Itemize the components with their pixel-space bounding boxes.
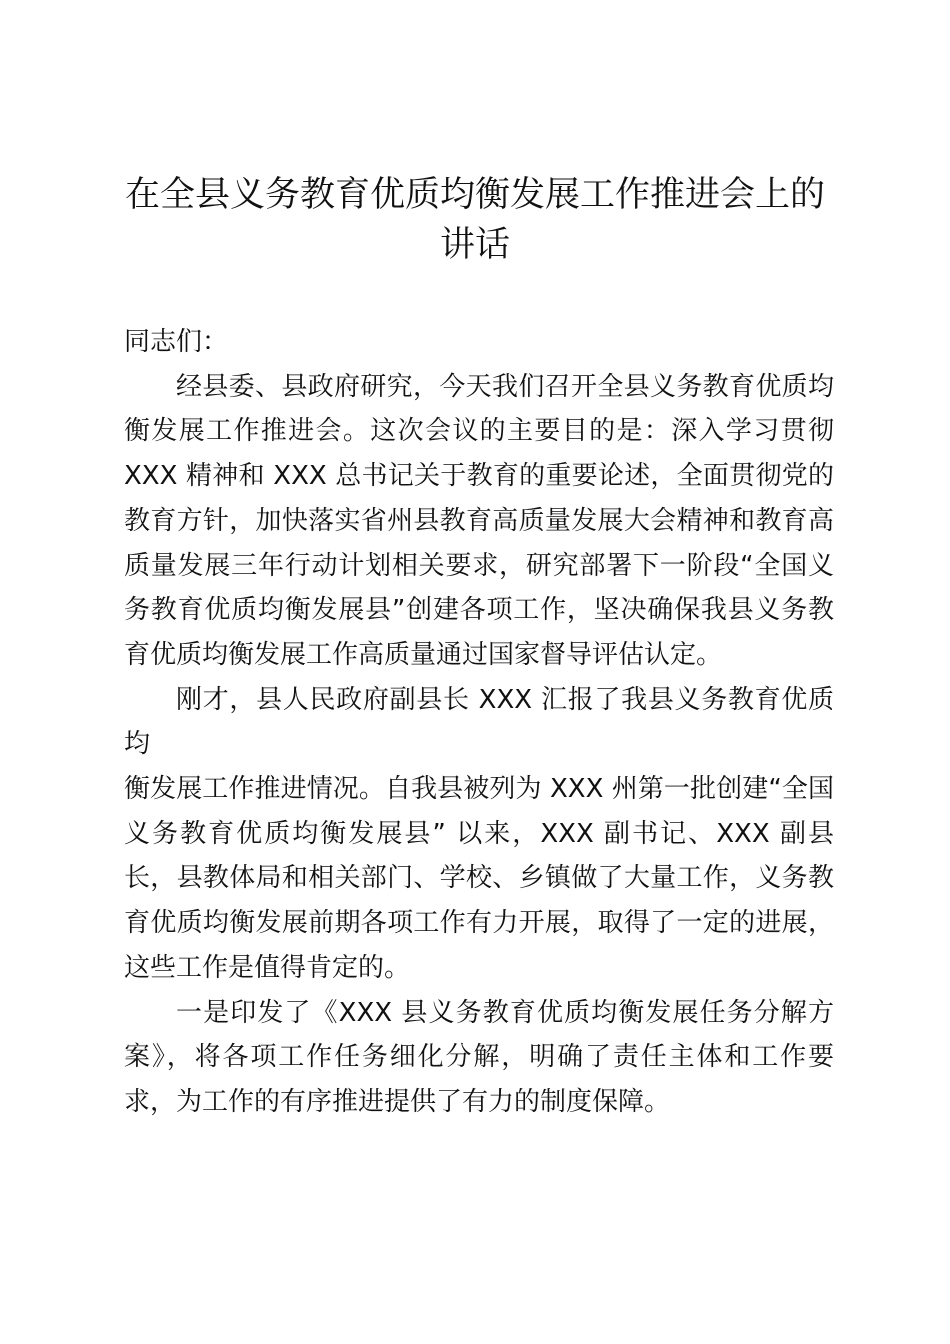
paragraph-3-line: 一是印发了《XXX 县义务教育优质均衡发展任务分解方 — [176, 997, 834, 1028]
paragraph-3-line: 求，为工作的有序推进提供了有力的制度保障。 — [124, 1086, 671, 1117]
paragraph-3-line: 案》，将各项工作任务细化分解，明确了责任主体和工作要 — [124, 1042, 834, 1073]
paragraph-2-line: 刚才，县人民政府副县长 XXX 汇报了我县义务教育优质均 — [124, 684, 834, 760]
paragraph-1-line: 育优质均衡发展工作高质量通过国家督导评估认定。 — [124, 639, 723, 670]
document-body — [124, 320, 834, 1125]
paragraph-1-line: 教育方针，加快落实省州县教育高质量发展大会精神和教育高 — [124, 505, 834, 536]
paragraph-1-line: 质量发展三年行动计划相关要求，研究部署下一阶段“全国义 — [124, 550, 834, 581]
paragraph-1-line: 衡发展工作推进会。这次会议的主要目的是：深入学习贯彻 — [124, 416, 834, 447]
paragraph-2-line: 义务教育优质均衡发展县” 以来，XXX 副书记、XXX 副县 — [124, 818, 834, 849]
document-title-line-1: 在全县义务教育优质均衡发展工作推进会上的 — [124, 175, 825, 215]
salutation: 同志们： — [124, 327, 229, 357]
paragraph-2-line: 衡发展工作推进情况。自我县被列为 XXX 州第一批创建“全国 — [124, 774, 834, 805]
paragraph-1-line: 务教育优质均衡发展县”创建各项工作，坚决确保我县义务教 — [124, 595, 834, 626]
document-title-line-2: 讲话 — [439, 225, 510, 265]
paragraph-1-line: 经县委、县政府研究，今天我们召开全县义务教育优质均 — [176, 371, 834, 402]
paragraph-2-line: 长，县教体局和相关部门、学校、乡镇做了大量工作，义务教 — [124, 863, 834, 894]
document-title — [0, 170, 950, 270]
paragraph-2-line: 育优质均衡发展前期各项工作有力开展，取得了一定的进展， — [124, 908, 834, 939]
paragraph-2-line: 这些工作是值得肯定的。 — [124, 952, 411, 983]
paragraph-1-line: XXX 精神和 XXX 总书记关于教育的重要论述，全面贯彻党的 — [124, 461, 834, 492]
